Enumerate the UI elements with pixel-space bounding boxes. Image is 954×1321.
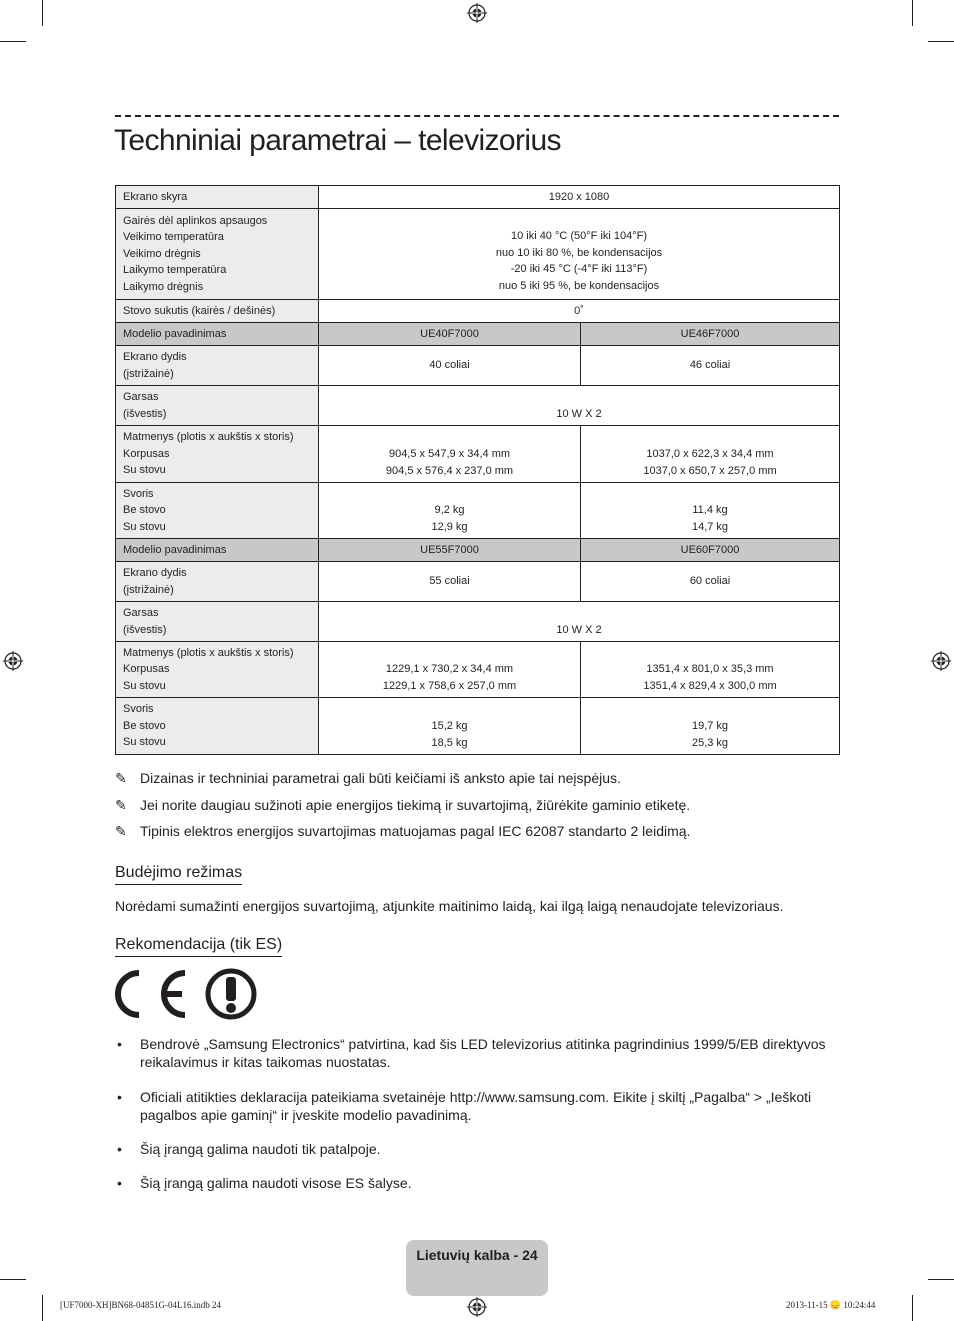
row-label: Ekrano dydis (įstrižainė): [116, 346, 319, 386]
row-value: 10 W X 2: [319, 602, 840, 642]
page-number-label: Lietuvių kalba - 24: [416, 1247, 538, 1263]
model-name: UE40F7000: [319, 323, 581, 346]
table-row: [116, 346, 840, 386]
row-label: Ekrano skyra: [116, 186, 319, 209]
pencil-note-icon: ✎: [115, 823, 127, 839]
registration-mark-icon: [931, 651, 951, 671]
model-name: UE46F7000: [581, 323, 840, 346]
crop-mark: [912, 1295, 913, 1321]
imprint-file: [UF7000-XH]BN68-04851G-04L16.indb 24: [60, 1300, 221, 1310]
table-row: [116, 300, 840, 323]
row-value: 60 coliai: [581, 562, 840, 602]
table-row: [116, 426, 840, 483]
row-label: Garsas (išvestis): [116, 602, 319, 642]
table-row: [116, 602, 840, 642]
model-header-row: [116, 539, 840, 562]
row-value: 0˚: [319, 300, 840, 323]
row-label: Gairės dėl aplinkos apsaugos Veikimo temperatūra Veikimo drėgnis Laikymo temperatūra Laikymo drėgnis: [116, 209, 319, 300]
row-value: 904,5 x 547,9 x 34,4 mm 904,5 x 576,4 x 237,0 mm: [319, 426, 581, 483]
crop-mark: [42, 1295, 43, 1321]
note-item: ✎ Dizainas ir techniniai parametrai gali būti keičiami iš anksto apie tai neįspėjus.: [115, 770, 621, 786]
row-value: 55 coliai: [319, 562, 581, 602]
table-row: [116, 642, 840, 698]
note-item: ✎ Tipinis elektros energijos suvartojimas matuojamas pagal IEC 62087 standarto 2 leidimą.: [115, 823, 691, 839]
table-row: [116, 186, 840, 209]
row-value: 19,7 kg 25,3 kg: [581, 698, 840, 755]
row-value: 10 iki 40 °C (50°F iki 104°F) nuo 10 iki 80 %, be kondensacijos -20 iki 45 °C (-4°F iki 113°F) nuo 5 iki 95 %, be kondensacijos: [319, 209, 840, 300]
row-label: Ekrano dydis (įstrižainė): [116, 562, 319, 602]
crop-mark: [0, 1279, 26, 1280]
page-title: Techniniai parametrai – televizorius: [114, 124, 561, 157]
standby-heading: Budėjimo režimas: [115, 863, 242, 885]
registration-mark-icon: [3, 651, 23, 671]
row-value: 1920 x 1080: [319, 186, 840, 209]
row-value: 10 W X 2: [319, 386, 840, 426]
crop-mark: [912, 0, 913, 26]
crop-mark: [928, 1279, 954, 1280]
crop-mark: [0, 41, 26, 42]
row-value: 1229,1 x 730,2 x 34,4 mm 1229,1 x 758,6 x 257,0 mm: [319, 642, 581, 698]
imprint-date: 2013-11-15 😞 10:24:44: [786, 1300, 876, 1310]
row-value: 40 coliai: [319, 346, 581, 386]
model-header-row: [116, 323, 840, 346]
row-label: Modelio pavadinimas: [116, 323, 319, 346]
note-item: ✎ Jei norite daugiau sužinoti apie energijos tiekimą ir suvartojimą, žiūrėkite gaminio etiketę.: [115, 796, 691, 813]
recommendation-heading: Rekomendacija (tik ES): [115, 935, 282, 957]
standby-text: Norėdami sumažinti energijos suvartojimą, atjunkite maitinimo laidą, kai ilgą laigą nenaudojate televizoriaus.: [115, 898, 784, 914]
alert-circle-icon: [208, 971, 254, 1017]
registration-mark-icon: [467, 3, 487, 23]
crop-mark: [928, 41, 954, 42]
ce-alert-logo: [114, 968, 260, 1025]
table-row: [116, 483, 840, 539]
spec-table: [115, 185, 840, 755]
table-row: [116, 562, 840, 602]
table-row: [116, 698, 840, 755]
table-row: [116, 209, 840, 300]
crop-mark: [42, 0, 43, 26]
row-label: Matmenys (plotis x aukštis x storis) Korpusas Su stovu: [116, 426, 319, 483]
registration-mark-icon: [467, 1297, 487, 1317]
notes-list: [115, 769, 845, 849]
row-label: Svoris Be stovo Su stovu: [116, 483, 319, 539]
row-value: 9,2 kg 12,9 kg: [319, 483, 581, 539]
row-value: 46 coliai: [581, 346, 840, 386]
pencil-note-icon: ✎: [115, 770, 127, 786]
pencil-note-icon: ✎: [115, 796, 127, 813]
row-label: Svoris Be stovo Su stovu: [116, 698, 319, 755]
model-name: UE60F7000: [581, 539, 840, 562]
row-value: 1351,4 x 801,0 x 35,3 mm 1351,4 x 829,4 x 300,0 mm: [581, 642, 840, 698]
ce-mark-icon: [118, 973, 185, 1015]
row-value: 11,4 kg 14,7 kg: [581, 483, 840, 539]
row-value: 15,2 kg 18,5 kg: [319, 698, 581, 755]
row-label: Garsas (išvestis): [116, 386, 319, 426]
model-name: UE55F7000: [319, 539, 581, 562]
title-divider: [115, 115, 839, 117]
row-label: Matmenys (plotis x aukštis x storis) Korpusas Su stovu: [116, 642, 319, 698]
row-label: Modelio pavadinimas: [116, 539, 319, 562]
row-value: 1037,0 x 622,3 x 34,4 mm 1037,0 x 650,7 x 257,0 mm: [581, 426, 840, 483]
table-row: [116, 386, 840, 426]
row-label: Stovo sukutis (kairės / dešinės): [116, 300, 319, 323]
